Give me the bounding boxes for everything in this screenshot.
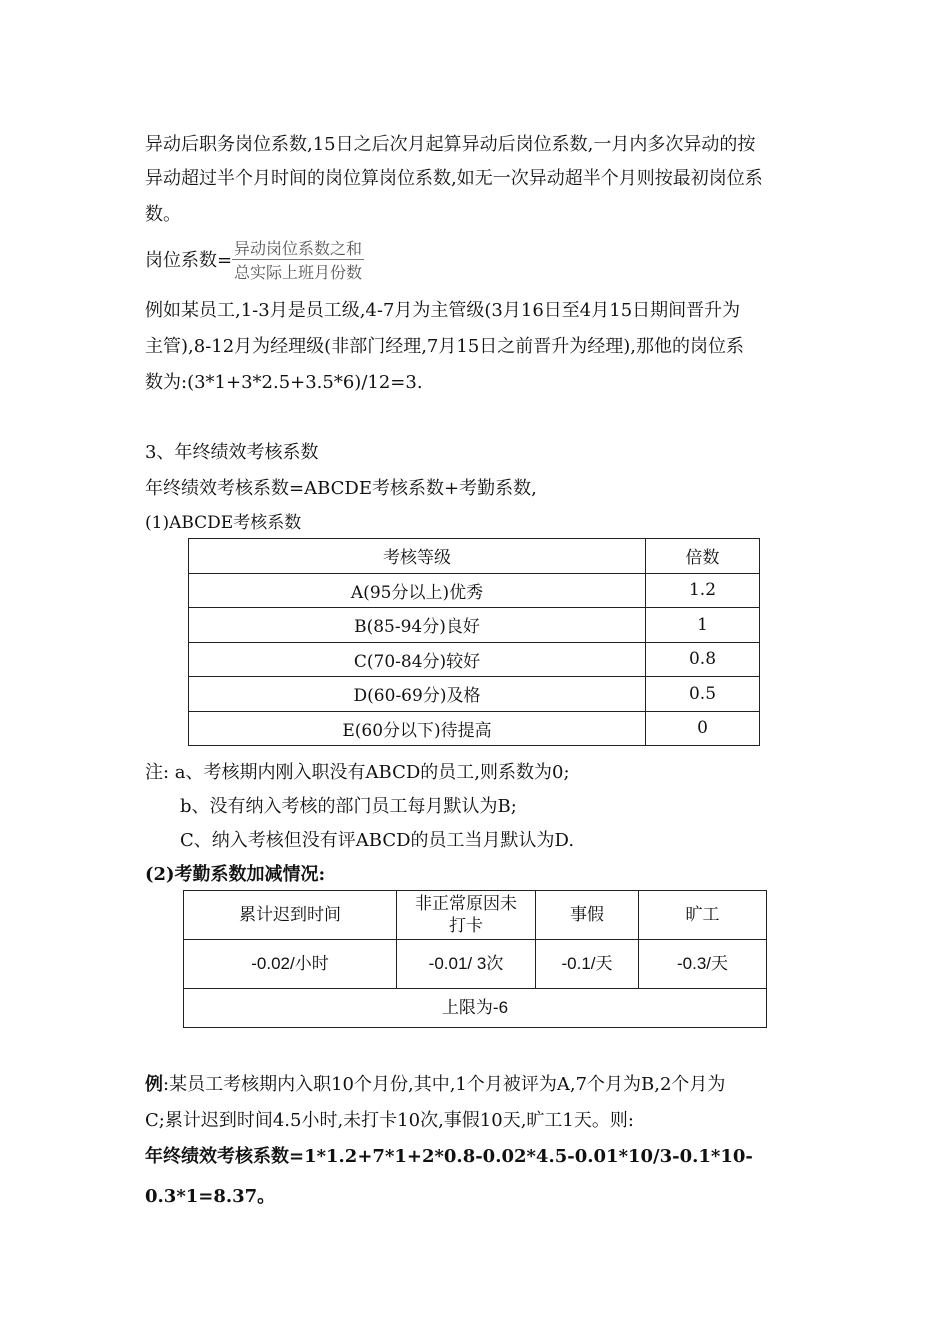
table-header-row [189,539,760,574]
header-multiplier: 倍数 [646,539,760,574]
intro-line-1: 异动后职务岗位系数,15日之后次月起算异动后岗位系数,一月内多次异动的按 [145,134,756,155]
section3-definition: 年终绩效考核系数=ABCDE考核系数+考勤系数, [145,478,537,499]
grade-cell: E(60分以下)待提高 [189,711,646,746]
formula-numerator: 异动岗位系数之和 [232,236,364,260]
header-missed-punch: 非正常原因未打卡 [397,891,536,940]
table-row [189,608,760,643]
header-personal-leave: 事假 [536,891,639,940]
header-absenteeism: 旷工 [639,891,767,940]
section3-heading: 3、年终绩效考核系数 [145,442,319,463]
table-row [189,677,760,712]
example1-line-3: 数为:(3*1+3*2.5+3.5*6)/12=3. [145,372,423,393]
value-personal-leave: -0.1/天 [536,940,639,989]
intro-line-3: 数。 [145,204,181,225]
note-c: C、纳入考核但没有评ABCD的员工当月默认为D. [180,830,575,851]
example2-result-2: 0.3*1=8.37。 [145,1186,276,1207]
attendance-header-row [184,891,767,940]
example2-line-2: C;累计迟到时间4.5小时,未打卡10次,事假10天,旷工1天。则: [145,1110,634,1131]
note-b: b、没有纳入考核的部门员工每月默认为B; [180,796,517,817]
example2-line-1 [145,1070,725,1096]
value-late-time: -0.02/小时 [184,940,397,989]
example2-label: 例 [145,1074,163,1095]
attendance-table [183,890,767,1028]
grade-cell: C(70-84分)较好 [189,642,646,677]
limit-cell: 上限为-6 [184,989,767,1028]
example1-line-2: 主管),8-12月为经理级(非部门经理,7月15日之前晋升为经理),那他的岗位系 [145,336,745,357]
table-row [189,573,760,608]
grade-cell: A(95分以上)优秀 [189,573,646,608]
formula-label: 岗位系数= [145,250,233,271]
formula-denominator: 总实际上班月份数 [234,263,363,282]
sub1-title: (1)ABCDE考核系数 [145,513,302,533]
value-missed-punch: -0.01/ 3次 [397,940,536,989]
attendance-value-row [184,940,767,989]
formula-fraction [232,236,364,283]
table-row [189,711,760,746]
grade-table [188,538,760,746]
grade-cell: D(60-69分)及格 [189,677,646,712]
attendance-title: (2)考勤系数加减情况: [145,864,326,885]
attendance-limit-row [184,989,767,1028]
multiplier-cell: 0 [646,711,760,746]
value-absenteeism: -0.3/天 [639,940,767,989]
header-grade: 考核等级 [189,539,646,574]
multiplier-cell: 1.2 [646,573,760,608]
multiplier-cell: 1 [646,608,760,643]
intro-line-2: 异动超过半个月时间的岗位算岗位系数,如无一次异动超半个月则按最初岗位系 [145,168,763,189]
example1-line-1: 例如某员工,1-3月是员工级,4-7月为主管级(3月16日至4月15日期间晋升为 [145,300,741,321]
header-late-time: 累计迟到时间 [184,891,397,940]
grade-cell: B(85-94分)良好 [189,608,646,643]
multiplier-cell: 0.5 [646,677,760,712]
example2-result-1: 年终绩效考核系数=1*1.2+7*1+2*0.8-0.02*4.5-0.01*10/3-0.1*10- [145,1146,753,1167]
example2-text: :某员工考核期内入职10个月份,其中,1个月被评为A,7个月为B,2个月为 [163,1074,726,1095]
table-row [189,642,760,677]
multiplier-cell: 0.8 [646,642,760,677]
note-a: 注: a、考核期内刚入职没有ABCD的员工,则系数为0; [145,762,570,783]
